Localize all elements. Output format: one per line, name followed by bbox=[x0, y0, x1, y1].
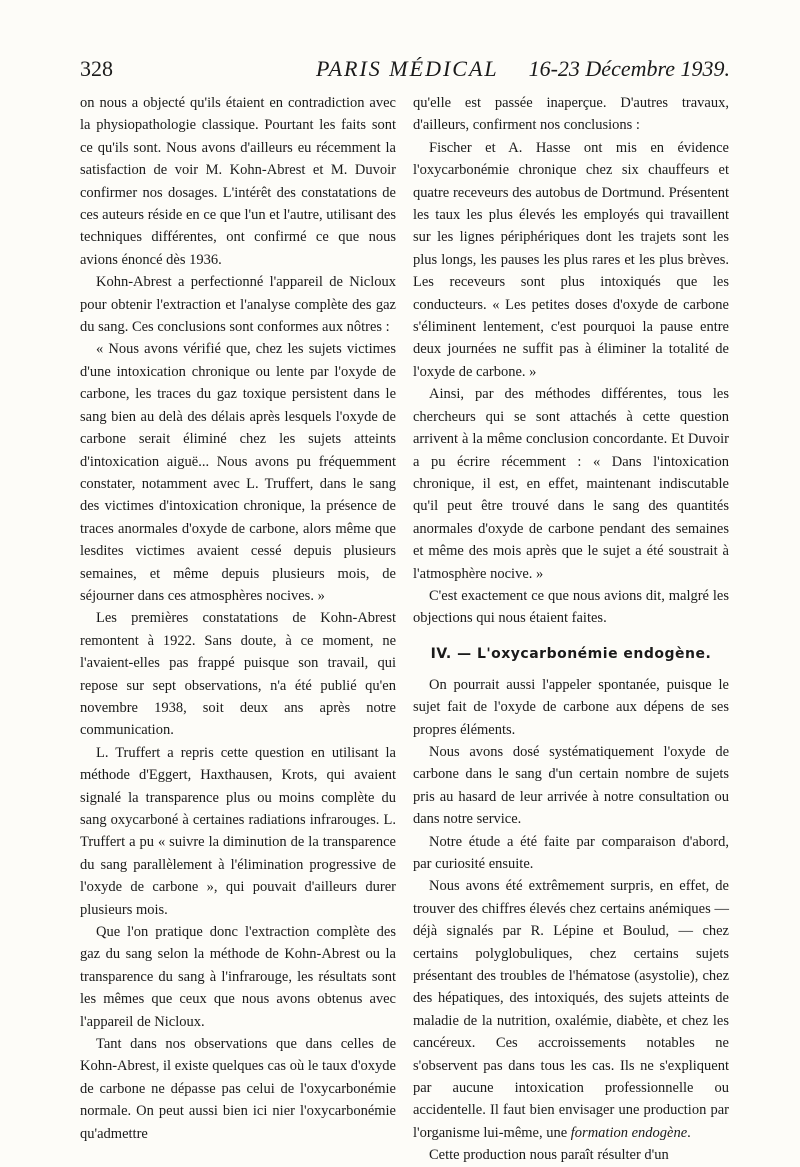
paragraph: Tant dans nos observations que dans celles de Kohn-Abrest, il existe quelques cas où le taux d'oxyde de carbone ne dépasse pas celui de l'oxycarbonémie normale. On peut aussi bien ici nier l'oxycarbonémie qu'admettre bbox=[80, 1036, 396, 1142]
paragraph: qu'elle est passée inaperçue. D'autres travaux, d'ailleurs, confirment nos conclusions : bbox=[413, 95, 729, 134]
page-header bbox=[80, 56, 730, 88]
paragraph: Nous avons dosé systématiquement l'oxyde de carbone dans le sang d'un certain nombre de sujets pris au hasard de leur arrivée à notre consultation ou dans notre service. bbox=[413, 743, 729, 828]
journal-title: PARIS MÉDICAL bbox=[316, 56, 499, 81]
paragraph: Fischer et A. Hasse ont mis en évidence l'oxycarbonémie chronique chez six chauffeurs et quatre receveurs des autobus de Dortmund. Présentent les taux les plus élevés les employés qui travaillent sur les lignes périphériques dont les trajets sont les plus longs, les pauses les plus rares et les plus brèves. Les receveurs sont plus intoxiqués que les conducteurs. « Les petites doses d'oxyde de carbone s'éliminent lentement, c'est pourquoi la pause entre deux journées ne suffit pas à éliminer la totalité de l'oxyde de carbone. » bbox=[413, 139, 729, 380]
paragraph: Cette production nous paraît résulter d'un bbox=[429, 1147, 669, 1164]
paragraph: L. Truffert a repris cette question en utilisant la méthode d'Eggert, Haxthausen, Krots, qui avaient signalé la transparence plus ou moins complète du sang oxycarboné à certaines radiations infrarouges. L. Truffert a pu « suivre la diminution de la transparence du sang parallèlement à l'élimination progressive de l'oxyde de carbone », qui pouvait d'ailleurs durer plusieurs mois. bbox=[80, 744, 396, 918]
quotation: « Nous avons vérifié que, chez les sujets victimes d'une intoxication chronique ou lente par l'oxyde de carbone, les traces du gaz toxique persistent dans le sang bien au delà des délais après lesquels l'oxyde de carbone serait éliminé chez les sujets atteints d'intoxication aiguë... Nous avons pu fréquemment constater, notamment avec L. Truffert, dans le sang des victimes d'intoxication chronique, la présence de traces anormales d'oxyde de carbone, alors même que lesdites victimes avaient cessé depuis plusieurs semaines, et même depuis plusieurs mois, de séjourner dans ces atmosphères nocives. » bbox=[80, 341, 396, 604]
paragraph: Ainsi, par des méthodes différentes, tous les chercheurs qui se sont attachés à cette question arrivent à la même conclusion concordante. Et Duvoir a pu écrire récemment : « Dans l'intoxication chronique, il est, en effet, maintenant indiscutable qu'il peut être trouvé dans le sang des quantités anormales d'oxyde de carbone pendant des semaines et même des mois après que le sujet a été soustrait à l'atmosphère nocive. » bbox=[413, 386, 729, 582]
paragraph: Les premières constatations de Kohn-Abrest remontent à 1922. Sans doute, à ce moment, ne l'avaient-elles pas frappé puisque son travail, qui repose sur sept observations, n'a été publié qu'en novembre 1938, soit deux ans après notre communication. bbox=[80, 610, 396, 739]
issue-date: 16-23 Décembre 1939. bbox=[528, 56, 730, 81]
section-heading: IV. — L'oxycarbonémie endogène. bbox=[430, 645, 712, 662]
emphasis-text: formation endogène bbox=[570, 1124, 688, 1141]
left-column bbox=[80, 92, 396, 1145]
paragraph: Kohn-Abrest a perfectionné l'appareil de Nicloux pour obtenir l'extraction et l'analyse complète des gaz du sang. Ces conclusions sont conformes aux nôtres : bbox=[80, 274, 396, 336]
paragraph: Notre étude a été faite par comparaison d'abord, par curiosité ensuite. bbox=[413, 833, 729, 872]
paragraph: On pourrait aussi l'appeler spontanée, puisque le sujet fait de l'oxyde de carbone aux dépens de ses propres éléments. bbox=[413, 676, 729, 738]
page-number: 328 bbox=[80, 56, 113, 81]
paragraph: Que l'on pratique donc l'extraction complète des gaz du sang selon la méthode de Kohn-Abrest ou la transparence du sang à l'infrarouge, les résultats sont les mêmes que ceux que nous avons obtenus avec l'appareil de Nicloux. bbox=[80, 924, 396, 1030]
paragraph: C'est exactement ce que nous avions dit, malgré les objections qui nous étaient faites. bbox=[413, 587, 729, 627]
paragraph: on nous a objecté qu'ils étaient en contradiction avec la physiopathologie classique. Pourtant les faits sont ce qu'ils sont. Nous avons d'ailleurs eu récemment la satisfaction de voir M. Kohn-Abrest et M. Duvoir confirmer nos dosages. L'intérêt des constatations de ces auteurs réside en ce que l'un et l'autre, utilisant des techniques différentes, ont confirmé ce que nous avions énoncé dès 1936. bbox=[80, 95, 396, 268]
right-column bbox=[413, 92, 729, 1167]
paragraph-text-end: . bbox=[687, 1124, 691, 1141]
paragraph bbox=[413, 875, 729, 1144]
paragraph-text: Nous avons été extrêmement surpris, en effet, de trouver des chiffres élevés chez certains anémiques — déjà signalés par R. Lépine et Boulud, — chez certains polyglobuliques, chez certains sujets présentant des troubles de l'hématose (asystolie), chez des hépatiques, des intoxiqués, des sujets atteints de maladie de la nutrition, oxalémie, diabète, et chez les cancéreux. Ces accroissements notables ne s'observent pas dans tous les cas. Ils ne s'expliquent par aucune intoxication professionnelle ou accidentelle. Il faut bien envisager une production par l'organisme lui-même, une bbox=[413, 878, 729, 1141]
